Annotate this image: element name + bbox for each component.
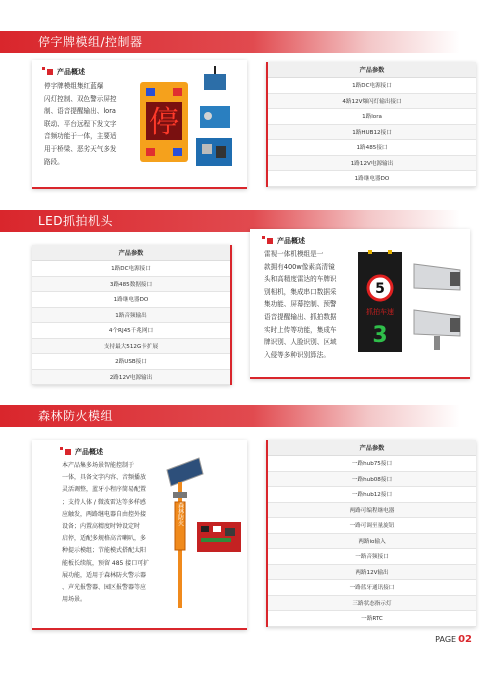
table-row: 4个RJ45千兆网口 [32, 323, 231, 339]
table-row: 1路12V电源输出 [267, 155, 476, 171]
table-row: 一路hub12接口 [267, 487, 476, 503]
svg-text:3: 3 [372, 323, 388, 348]
params-header: 产品参数 [267, 62, 476, 78]
table-row: 一路蓝牙通讯接口 [267, 580, 476, 596]
page-number: PAGE 02 [435, 634, 472, 645]
overview-title-2: 产品概述 [262, 236, 305, 246]
svg-text:抓拍车速: 抓拍车速 [366, 308, 394, 316]
table-row: 1路继电器DO [267, 171, 476, 187]
section-title-bar-3 [0, 405, 460, 427]
params-table-2 [32, 245, 232, 385]
table-row: 两路可编程继电器 [267, 502, 476, 518]
table-row: 1路485接口 [267, 140, 476, 156]
table-row: 两路io输入 [267, 533, 476, 549]
table-row: 1路DC电源接口 [32, 261, 231, 277]
table-row: 支持最大512G卡扩展 [32, 338, 231, 354]
svg-text:森林防火: 森林防火 [176, 502, 184, 526]
forest-fire-module-image [163, 452, 243, 612]
red-square-icon [47, 69, 53, 75]
params-header: 产品参数 [32, 245, 231, 261]
red-square-icon [65, 449, 71, 455]
table-row: 1路DC电源接口 [267, 78, 476, 94]
table-row: 2路USB接口 [32, 354, 231, 370]
table-row: 1路音频输出 [32, 307, 231, 323]
table-row: 4路12V爆闪灯输出接口 [267, 93, 476, 109]
table-row: 3路485数据接口 [32, 276, 231, 292]
section-title: 停字牌模组/控制器 [38, 35, 143, 49]
params-table-3 [266, 440, 476, 627]
svg-text:5: 5 [375, 281, 385, 297]
table-row: 一路音频接口 [267, 549, 476, 565]
table-row: 2路12V电源输出 [32, 369, 231, 385]
sign-char: 停 [149, 105, 179, 140]
overview-title-1: 产品概述 [42, 67, 85, 77]
table-row: 一路hub75接口 [267, 456, 476, 472]
table-row: 一路可调至量旋钮 [267, 518, 476, 534]
table-row: 一路hub08接口 [267, 471, 476, 487]
section-title: LED抓拍机头 [38, 214, 114, 228]
overview-text-3: 本产品集多场景智能控制于 一体，具备文字内容、音频播放 灵活调整，蓝牙小程序简易配置 ；支持人体 / 微波雷达等多样感 应触发，两路继电器自由控外接 设备；内置高精度时钟设定时 启停，适配多规格高音喇叭，多 种提示模组；节能模式搭配太阳 能板长续航，预留 485 接口可扩 展功能，适用于森林防火警示器 、声光报警器、园区报警器等应 用场景。 [62, 462, 150, 604]
section-title-bar-1 [0, 31, 460, 53]
table-row: 一路RTC [267, 611, 476, 627]
overview-text-2: 雷视一体机模组是一 款拥有400w像素高清镜 头和高精度雷达的车牌识 别相机，集成串口数据采 集功能、屏幕控制、预警 语音提醒输出、抓拍数据 实时上传等功能，集成车 牌识别、人脸识别、区域 入侵等多种识别算法。 [264, 250, 337, 359]
table-row: 两路12V输出 [267, 564, 476, 580]
overview-text-1: 停字牌模组集红蓝爆 闪灯控制、双色警示屏控 制、语音提醒输出、lora 联动、平台远程下发文字 音频功能于一体，主要适 用于桥梁、恶劣天气多发 路段。 [44, 82, 117, 166]
overview-title-3: 产品概述 [60, 447, 103, 457]
table-row: 1路继电器DO [32, 292, 231, 308]
params-header: 产品参数 [267, 440, 476, 456]
params-table-1 [266, 62, 476, 187]
led-camera-image [356, 248, 466, 360]
stop-sign-module-image [138, 66, 238, 174]
table-row: 三路状态指示灯 [267, 595, 476, 611]
table-row: 1路lora [267, 109, 476, 125]
section-title: 森林防火模组 [38, 409, 114, 423]
table-row: 1路HUB12接口 [267, 124, 476, 140]
red-square-icon [267, 238, 273, 244]
